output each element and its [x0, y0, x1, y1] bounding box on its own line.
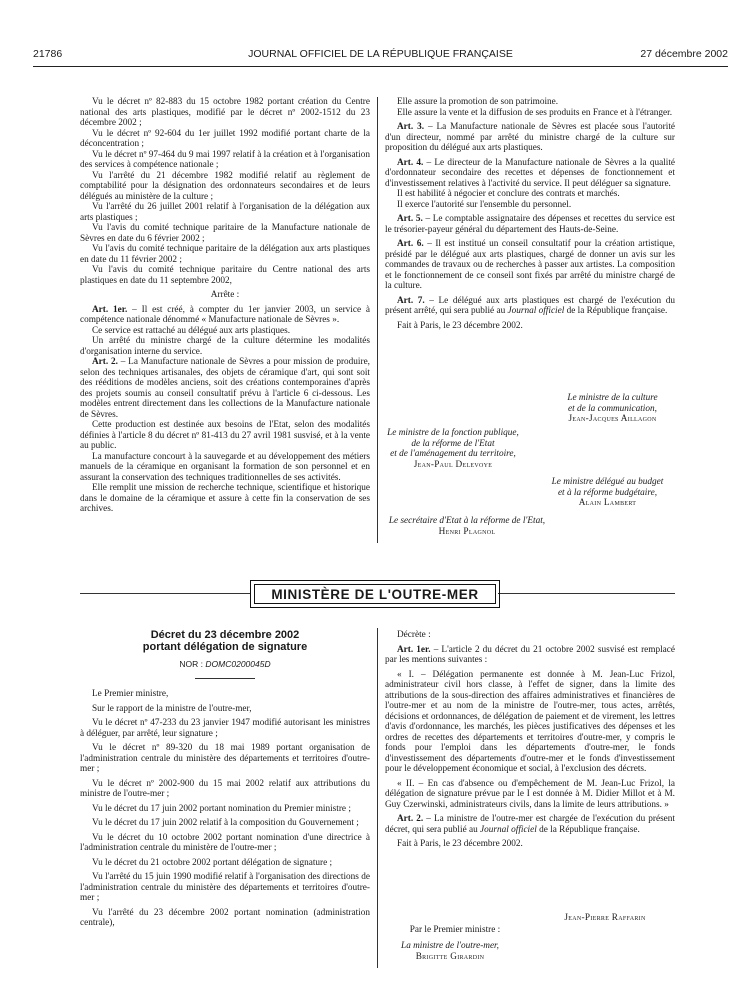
article-4: [385, 158, 675, 190]
ministry-title: MINISTÈRE DE L'OUTRE-MER: [254, 584, 496, 604]
journal-reference: Journal officiel: [480, 824, 537, 835]
visa-paragraph: Vu l'arrêté du 21 décembre 1982 modifié relatif au règlement de comptabilité pour la désignation des ordonnateurs secondaires et de leurs délégués au ministère de la culture ;: [80, 170, 370, 202]
signature-premier-ministre: [530, 913, 680, 924]
article-text: – La Manufacture nationale de Sèvres a pour mission de produire, selon des techniques artisanales, des objets de céramique d'art, qui sont soit des rééditions de modèles anciens, soit des créations contemporaines d'après des projets soumis au conseil consultatif prévu à l'article 6 ci-dessous. Les modèles entrent directement dans les collections de la Manufacture nationale de Sèvres.: [80, 357, 370, 420]
column-divider: [377, 97, 378, 543]
visa-paragraph: Sur le rapport de la ministre de l'outre-mer,: [92, 703, 252, 714]
article-paragraph: Il exerce l'autorité sur l'ensemble du personnel.: [397, 199, 572, 210]
decrete-heading: Décrète :: [397, 630, 431, 640]
signatory-name: Jean-Jacques Aillagon: [568, 414, 657, 424]
bottom-left-column: [80, 689, 370, 929]
article-paragraph: Elle remplit une mission de recherche technique, scientifique et historique dans le domaine de la céramique et assure à cette fin la conservation de ses archives.: [80, 483, 370, 514]
article-text: – La ministre de l'outre-mer est chargée de l'exécution du présent décret, qui sera publié au: [385, 814, 675, 835]
article-label: Art. 2.: [92, 357, 118, 367]
article-2: [385, 814, 675, 835]
article-3: [385, 122, 675, 154]
decret-title-line: portant délégation de signature: [142, 641, 308, 653]
header-rule: [33, 66, 728, 67]
signatory-title: et à la réforme budgétaire,: [557, 487, 658, 498]
publication-date: 27 décembre 2002: [640, 48, 728, 60]
article-6: [385, 239, 675, 292]
article-1: [385, 645, 675, 666]
column-divider: [377, 628, 378, 968]
article-paragraph: Elle assure la vente et la diffusion de ses produits en France et à l'étranger.: [397, 107, 673, 118]
article-5: [385, 214, 675, 235]
article-paragraph: Cette production est destinée aux besoins de l'Etat, selon des modalités définies à l'article 8 du décret nº 81-413 du 27 avril 1981 susvisé, et à la vente au public.: [80, 420, 370, 451]
article-label: Art. 2.: [397, 814, 424, 824]
article-label: Art. 6.: [397, 239, 424, 249]
article-text: – Le délégué aux arts plastiques est chargé de l'exécution du présent arrêté, qui sera publié au: [385, 295, 675, 316]
arrete-heading: Arrête :: [210, 290, 240, 300]
signature-budget: [535, 477, 680, 509]
article-2: [80, 357, 370, 420]
title-rule: [195, 678, 255, 679]
visa-paragraph: Vu l'avis du comité technique paritaire de la Manufacture nationale de Sèvres en date du 6 février 2002 ;: [80, 223, 370, 244]
nor-reference: [80, 659, 370, 669]
article-7: [385, 296, 675, 317]
article-label: Art. 7.: [397, 295, 425, 306]
signatory-name: Jean-Paul Delevoye: [413, 459, 493, 470]
article-text: – Il est créé, à compter du 1er janvier 2003, un service à compétence nationale dénommé « Manufacture nationale de Sèvres ».: [80, 304, 370, 325]
signatory-title: Le ministre de la culture: [567, 393, 658, 403]
signatory-title: Le ministre délégué au budget: [551, 477, 664, 487]
signatory-title: et de la communication,: [568, 403, 657, 414]
nor-code: DOMC0200045D: [205, 659, 271, 669]
ministry-heading-box: [250, 580, 500, 608]
visa-paragraph: Vu l'arrêté du 23 décembre 2002 portant nomination (administration centrale),: [80, 907, 370, 928]
visa-paragraph: Vu le décret du 17 juin 2002 relatif à la composition du Gouvernement ;: [92, 818, 359, 828]
visa-paragraph: Vu le décret du 10 octobre 2002 portant nomination d'une directrice à l'administration centrale du ministère de l'outre-mer ;: [80, 832, 370, 853]
decret-intro: Le Premier ministre,: [92, 689, 169, 699]
article-paragraph: Elle assure la promotion de son patrimoine.: [397, 97, 559, 107]
ministry-rule-right: [498, 593, 675, 594]
article-paragraph: Ce service est rattaché au délégué aux arts plastiques.: [92, 325, 291, 336]
article-text: – Il est institué un conseil consultatif pour la création artistique, présidé par le délégué aux arts plastiques, chargé de donner un avis sur les commandes de travaux ou de recherches à passer aux artistes. La composition et le fonctionnement de ce conseil sont fixés par arrêté du ministre chargé de la culture.: [385, 239, 675, 291]
article-paragraph: Il est habilité à négocier et conclure des contrats et marchés.: [397, 189, 620, 199]
page-header: [33, 48, 728, 64]
visa-paragraph: Vu le décret nº 2002-900 du 15 mai 2002 relatif aux attributions du ministre de l'outre-mer ;: [80, 778, 370, 799]
top-left-column: [80, 97, 370, 515]
bottom-right-column: [385, 630, 675, 850]
decret-title-line: Décret du 23 décembre 2002: [150, 629, 300, 641]
signatory-title: Le secrétaire d'Etat à la réforme de l'Etat,: [388, 516, 546, 526]
article-paragraph: Un arrêté du ministre chargé de la culture détermine les modalités d'organisation interne du service.: [80, 336, 370, 357]
fait-a-paris: Fait à Paris, le 23 décembre 2002.: [397, 839, 523, 849]
article-text: – Le directeur de la Manufacture nationale de Sèvres a la qualité d'ordonnateur secondaire des recettes et dépenses de fonctionnement et d'investissement relatives à l'activité du service. Il peut déléguer sa signature.: [385, 157, 675, 189]
visa-paragraph: Vu l'arrêté du 26 juillet 2001 relatif à l'organisation de la délégation aux arts plastiques ;: [80, 202, 370, 223]
visa-paragraph: Vu l'avis du comité technique paritaire de la délégation aux arts plastiques en date du 11 février 2002 ;: [80, 244, 370, 265]
signatory-name: Brigitte Girardin: [415, 951, 485, 962]
signatory-name: Jean-Pierre Raffarin: [564, 913, 646, 923]
signature-secretaire-etat: [382, 516, 552, 537]
visa-paragraph: Vu l'arrêté du 15 juin 1990 modifié relatif à l'organisation des directions de l'administration centrale du ministère des départements et territoires d'outre-mer ;: [80, 872, 370, 903]
top-right-column: [385, 97, 675, 331]
par-premier-ministre: [385, 925, 525, 936]
visa-paragraph: Vu le décret nº 92-604 du 1er juillet 1992 modifié portant charte de la déconcentration ;: [80, 128, 370, 149]
article-text: – La Manufacture nationale de Sèvres est placée sous l'autorité d'un directeur, nommé par arrêté du ministre chargé de la culture sur proposition du délégué aux arts plastiques.: [385, 122, 675, 153]
signatory-title: La ministre de l'outre-mer,: [401, 941, 499, 951]
article-label: Art. 5.: [397, 214, 423, 224]
article-text: – L'article 2 du décret du 21 octobre 2002 susvisé est remplacé par les mentions suivantes :: [385, 644, 675, 665]
par-premier-ministre-text: Par le Premier ministre :: [409, 925, 501, 935]
article-text: de la République française.: [564, 306, 668, 316]
fait-a-paris: Fait à Paris, le 23 décembre 2002.: [397, 320, 523, 331]
ministry-rule-left: [80, 593, 250, 594]
article-label: Art. 4.: [397, 157, 424, 168]
article-text: – Le comptable assignataire des dépenses et recettes du service est le trésorier-payeur général du département des Hauts-de-Seine.: [385, 214, 675, 235]
signatory-title: Le ministre de la fonction publique,: [387, 428, 519, 438]
signatory-title: de la réforme de l'Etat: [411, 438, 495, 449]
article-paragraph: La manufacture concourt à la sauvegarde et au développement des métiers manuels de la céramique en organisant la formation de son personnel et en assurant la conservation des techniques traditionnelles de ses activités.: [80, 451, 370, 483]
visa-paragraph: Vu le décret nº 89-320 du 18 mai 1989 portant organisation de l'administration centrale du ministère des départements et territoires d'outre-mer ;: [80, 743, 370, 774]
journal-title: JOURNAL OFFICIEL DE LA RÉPUBLIQUE FRANÇAISE: [248, 48, 513, 60]
visa-paragraph: Vu le décret nº 47-233 du 23 janvier 1947 modifié autorisant les ministres à déléguer, par arrêté, leur signature ;: [80, 718, 370, 739]
visa-paragraph: Vu l'avis du comité technique paritaire du Centre national des arts plastiques en date du 11 septembre 2002,: [80, 265, 370, 286]
visa-paragraph: Vu le décret du 17 juin 2002 portant nomination du Premier ministre ;: [92, 803, 351, 814]
signatory-title: et de l'aménagement du territoire,: [390, 449, 516, 459]
nor-prefix: NOR :: [179, 659, 206, 669]
decret-title: [80, 629, 370, 653]
visa-paragraph: Vu le décret nº 82-883 du 15 octobre 1982 portant création du Centre national des arts plastiques, modifié par le décret nº 2002-1512 du 23 décembre 2002 ;: [80, 97, 370, 128]
journal-reference: Journal officiel: [507, 306, 565, 316]
article-text: de la République française.: [536, 824, 640, 835]
quoted-paragraph: « II. – En cas d'absence ou d'empêchement de M. Jean-Luc Frizol, la délégation de signature prévue par le I est donnée à M. Didier Millot et à M. Guy Czerwinski, administrateurs civils, dans la limite de leurs attributions. »: [385, 778, 675, 810]
signature-fonction-publique: [378, 428, 528, 470]
visa-paragraph: Vu le décret nº 97-464 du 9 mai 1997 relatif à la création et à l'organisation des services à compétence nationale ;: [80, 149, 370, 170]
quoted-paragraph: « I. – Délégation permanente est donnée à M. Jean-Luc Frizol, administrateur civil hors classe, à l'effet de signer, dans la limite des attributions de la sous-direction des affaires administratives et financières de l'outre-mer et au nom de la ministre de l'outre-mer, tous actes, arrêtés, décisions et ordonnances, de délégation de paiement et de virement, les lettres d'avis d'ordonnance, les marchés, les pièces justificatives des dépenses et les ordres de recettes des départements et territoires d'outre-mer, y compris le fonds pour l'emploi dans les départements d'outre-mer, le fonds d'investissement des départements d'outre-mer et le fonds d'investissement pour le développement économique et social, à l'exclusion des décrets.: [385, 669, 675, 774]
signature-culture: [545, 393, 680, 425]
article-1: [80, 305, 370, 326]
signatory-name: Alain Lambert: [578, 498, 637, 508]
page-number: 21786: [33, 48, 63, 60]
article-label: Art. 3.: [397, 122, 425, 132]
article-label: Art. 1er.: [397, 644, 431, 655]
signatory-name: Henri Plagnol: [438, 526, 496, 537]
visa-paragraph: Vu le décret du 21 octobre 2002 portant délégation de signature ;: [92, 857, 333, 868]
article-label: Art. 1er.: [92, 304, 128, 315]
signature-ministre-outre-mer: [380, 941, 520, 962]
